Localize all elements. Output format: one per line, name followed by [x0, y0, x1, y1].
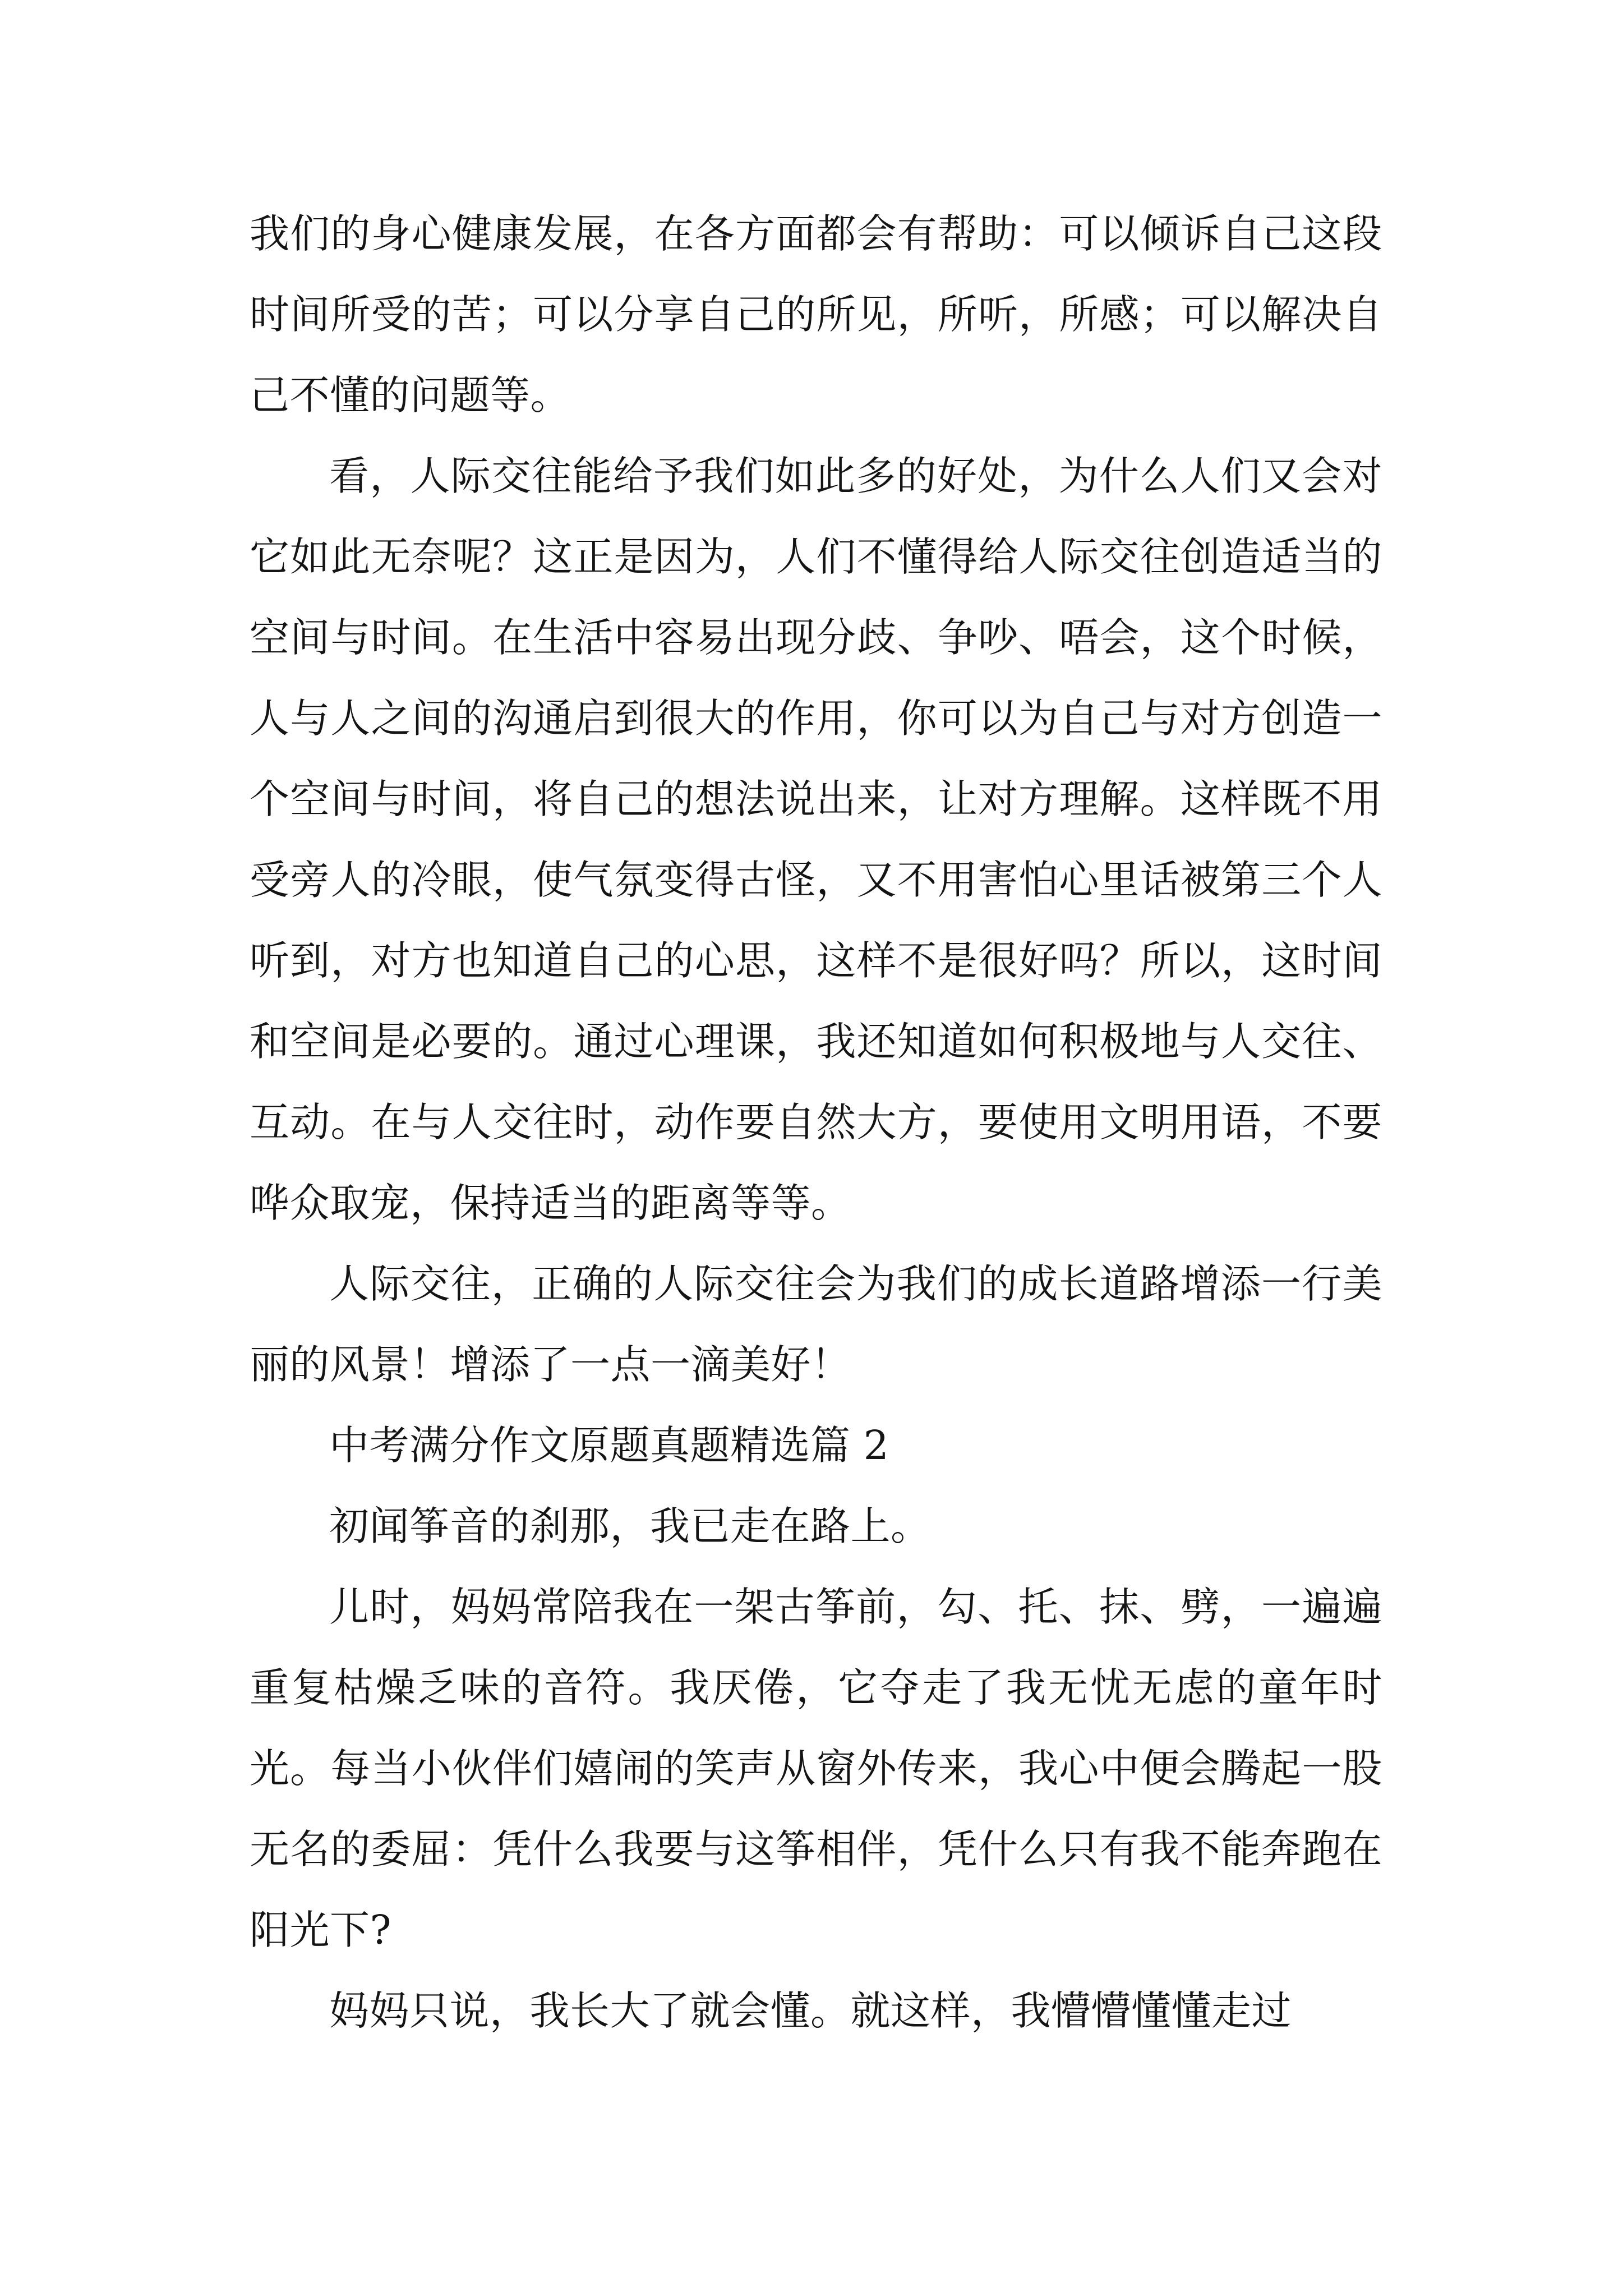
paragraph-childhood: 儿时，妈妈常陪我在一架古筝前，勾、托、抹、劈，一遍遍重复枯燥乏味的音符。我厌倦，它夺走了我无忧无虑的童年时光。每当小伙伴们嬉闹的笑声从窗外传来，我心中便会腾起一股无名的委屈：凭什么我要与这筝相伴，凭什么只有我不能奔跑在阳光下? [250, 1584, 1382, 1953]
paragraph-opening-line: 初闻筝音的刹那，我已走在路上。 [329, 1503, 931, 1549]
paragraph-mother: 妈妈只说，我长大了就会懂。就这样，我懵懵懂懂走过 [329, 1987, 1292, 2034]
section-heading: 中考满分作文原题真题精选篇 2 [329, 1422, 889, 1469]
paragraph-conclusion: 人际交往，正确的人际交往会为我们的成长道路增添一行美丽的风景！增添了一点一滴美好！ [250, 1260, 1382, 1388]
paragraph-continuation: 我们的身心健康发展，在各方面都会有帮助：可以倾诉自己这段时间所受的苦；可以分享自己的所见，所听，所感；可以解决自己不懂的问题等。 [250, 210, 1382, 418]
paragraph-interpersonal-space: 看，人际交往能给予我们如此多的好处，为什么人们又会对它如此无奈呢？这正是因为，人们不懂得给人际交往创造适当的空间与时间。在生活中容易出现分歧、争吵、唔会，这个时候，人与人之间的沟通启到很大的作用，你可以为自己与对方创造一个空间与时间，将自己的想法说出来，让对方理解。这样既不用受旁人的冷眼，使气氛变得古怪，又不用害怕心里话被第三个人听到，对方也知道自己的心思，这样不是很好吗？所以，这时间和空间是必要的。通过心理课，我还知道如何积极地与人交往、互动。在与人交往时，动作要自然大方，要使用文明用语，不要哗众取宠，保持适当的距离等等。 [250, 453, 1382, 1226]
document-body [250, 194, 1382, 2051]
